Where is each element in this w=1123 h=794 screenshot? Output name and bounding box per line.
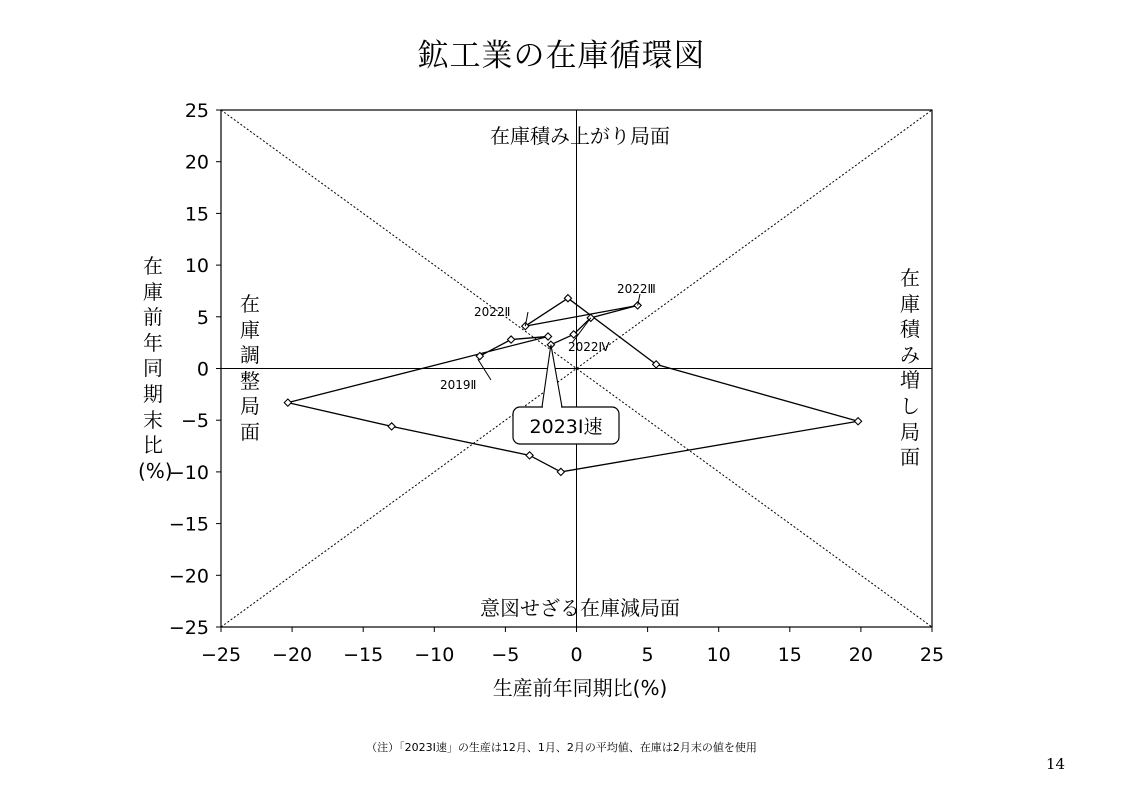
series-line <box>288 298 858 472</box>
y-tick-label: 15 <box>184 203 209 226</box>
data-point-marker <box>544 333 551 340</box>
y-tick-label: 10 <box>184 255 209 278</box>
y-tick-label: 0 <box>196 358 209 381</box>
data-point-marker <box>526 452 533 459</box>
y-axis-label: 在庫前年同期末比(%) <box>138 254 173 483</box>
y-tick-label: 20 <box>184 151 209 174</box>
page-number: 14 <box>1046 755 1066 773</box>
x-tick-label: 10 <box>706 644 731 666</box>
callout-pointer-2023 <box>542 345 562 407</box>
series-layer <box>284 295 861 476</box>
x-axis-label: 生産前年同期比(%) <box>492 676 668 700</box>
x-tick-label: 15 <box>777 644 802 666</box>
data-point-marker <box>507 336 514 343</box>
y-tick-label: −25 <box>168 617 209 639</box>
data-point-marker <box>557 468 564 475</box>
data-point-marker <box>388 423 395 430</box>
callout-label-2023: 2023Ⅰ速 <box>529 416 603 438</box>
y-tick-label: −20 <box>168 565 209 588</box>
x-tick-label: −25 <box>200 644 242 666</box>
y-tick-label: 25 <box>184 100 209 122</box>
callout-label-2019: 2019Ⅱ <box>440 378 477 392</box>
y-tick-label: −5 <box>180 410 209 433</box>
phase-label-bottom: 意図せざる在庫減局面 <box>480 596 680 620</box>
callout-label-2022-3: 2022Ⅲ <box>617 282 656 296</box>
x-tick-label: 0 <box>570 644 583 666</box>
x-tick-label: 5 <box>641 644 654 666</box>
x-tick-label: −10 <box>414 644 455 666</box>
data-point-marker <box>854 418 861 425</box>
data-point-marker <box>284 399 291 406</box>
phase-label-top: 在庫積み上がり局面 <box>490 124 670 148</box>
chart-title: 鉱工業の在庫循環図 <box>417 38 706 74</box>
x-tick-label: −15 <box>343 644 384 666</box>
callout-leader-2019 <box>478 359 491 380</box>
callout-layer <box>440 282 656 444</box>
callout-label-2022-4: 2022Ⅳ <box>568 340 610 354</box>
footnote: （注）「2023Ⅰ速」の生産は12月、1月、2月の平均値、在庫は2月末の値を使用 <box>366 741 757 754</box>
phase-label-right: 在庫積み増し局面 <box>900 266 920 470</box>
phase-label-left: 在庫調整局面 <box>240 292 260 444</box>
x-tick-label: 25 <box>919 644 945 666</box>
y-tick-label: −10 <box>168 461 209 484</box>
y-tick-label: −15 <box>168 513 209 536</box>
x-tick-label: −5 <box>491 644 520 666</box>
callout-label-2022-2: 2022Ⅱ <box>474 305 511 319</box>
y-tick-label: 5 <box>196 306 209 329</box>
x-tick-label: −20 <box>272 644 313 666</box>
x-tick-label: 20 <box>848 644 873 666</box>
